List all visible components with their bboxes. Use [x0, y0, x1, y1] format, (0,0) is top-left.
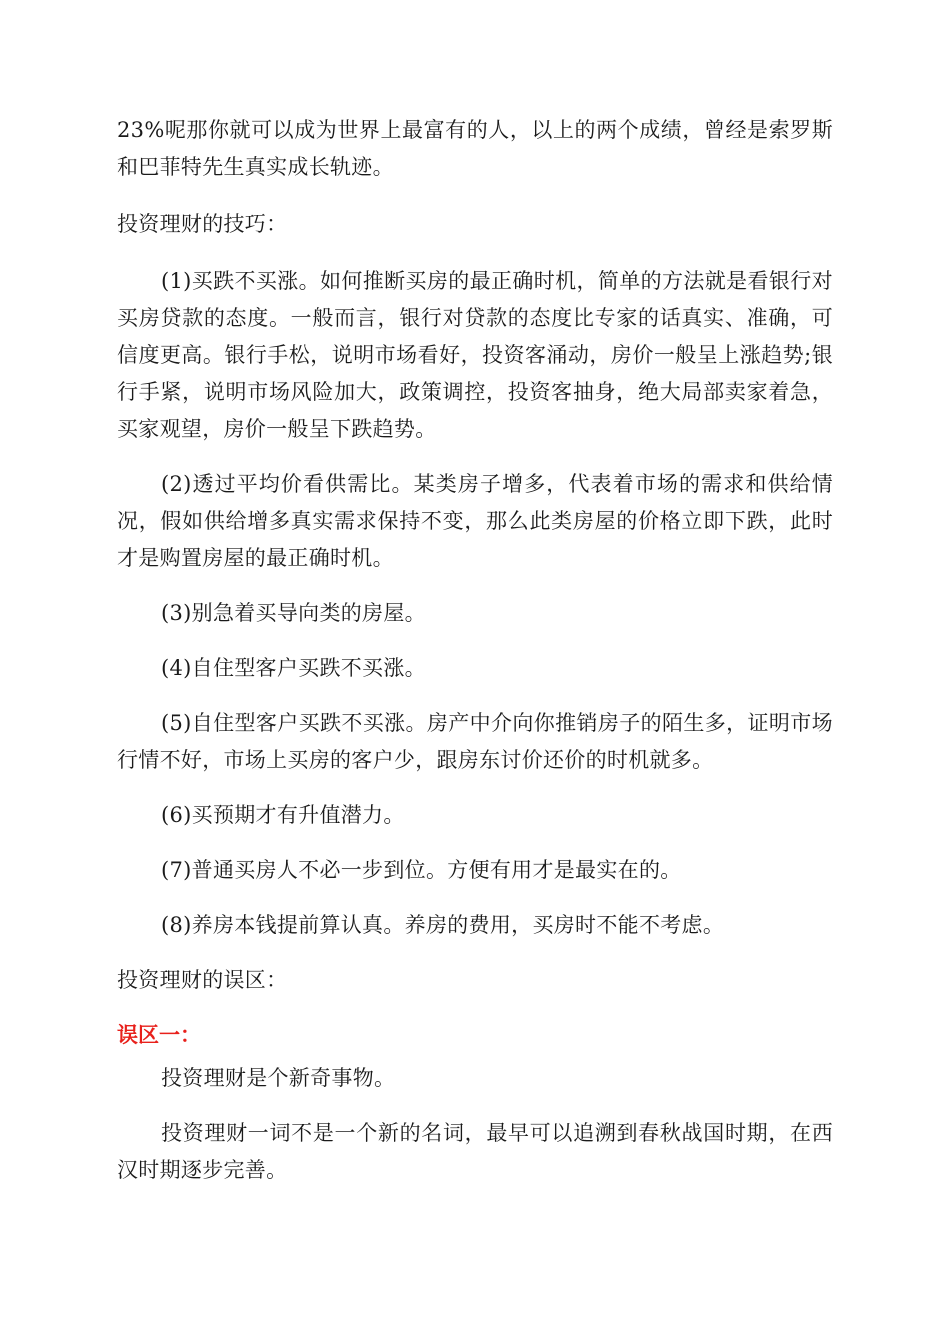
tip-8: (8)养房本钱提前算认真。养房的费用，买房时不能不考虑。 [161, 913, 725, 937]
paragraph-intro: 23%呢那你就可以成为世界上最富有的人，以上的两个成绩，曾经是索罗斯和巴菲特先生真实成长轨迹。 [117, 118, 833, 179]
tip-5: (5)自住型客户买跌不买涨。房产中介向你推销房子的陌生多，证明市场行情不好，市场上买房的客户少，跟房东讨价还价的时机就多。 [117, 711, 833, 772]
tip-4: (4)自住型客户买跌不买涨。 [161, 656, 426, 680]
document-page [117, 112, 833, 1207]
tip-1: (1)买跌不买涨。如何推断买房的最正确时机，简单的方法就是看银行对买房贷款的态度。一般而言，银行对贷款的态度比专家的话真实、准确，可信度更高。银行手松，说明市场看好，投资客涌动，房价一般呈上涨趋势;银行手紧，说明市场风险加大，政策调控，投资客抽身，绝大局部卖家着急，买家观望，房价一般呈下跌趋势。 [117, 269, 833, 441]
myth-1-title: 投资理财是个新奇事物。 [161, 1066, 396, 1090]
tip-2: (2)透过平均价看供需比。某类房子增多，代表着市场的需求和供给情况，假如供给增多真实需求保持不变，那么此类房屋的价格立即下跌，此时才是购置房屋的最正确时机。 [117, 472, 833, 570]
paragraph-tips-title: 投资理财的技巧： [117, 212, 288, 236]
myth-1-heading: 误区一： [117, 1023, 201, 1047]
tip-3: (3)别急着买导向类的房屋。 [161, 601, 426, 625]
tip-7: (7)普通买房人不必一步到位。方便有用才是最实在的。 [161, 858, 682, 882]
myth-1-body: 投资理财一词不是一个新的名词，最早可以追溯到春秋战国时期，在西汉时期逐步完善。 [117, 1121, 833, 1182]
paragraph-myths-title: 投资理财的误区： [117, 968, 288, 992]
tip-6: (6)买预期才有升值潜力。 [161, 803, 405, 827]
